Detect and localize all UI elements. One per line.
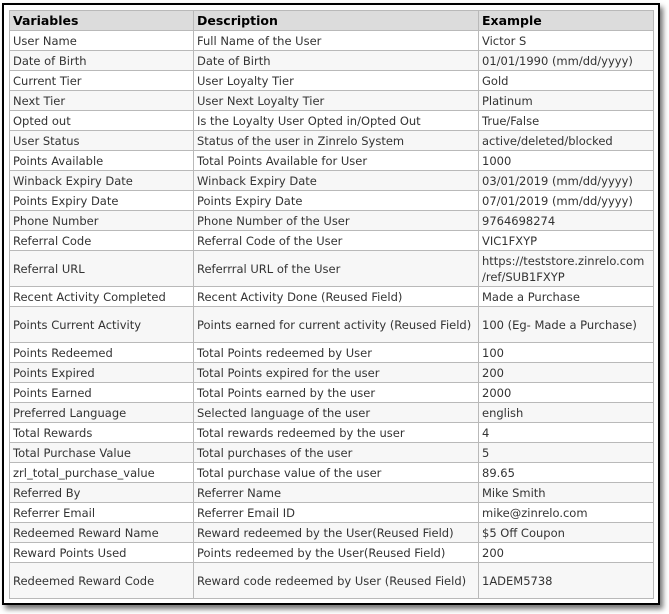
- variable-cell: Points Expired: [10, 363, 194, 383]
- table-row: [10, 211, 654, 231]
- example-cell: 5: [479, 443, 654, 463]
- example-cell: $5 Off Coupon: [479, 523, 654, 543]
- table-row: [10, 363, 654, 383]
- variable-cell: Points Current Activity: [10, 307, 194, 343]
- table-row: [10, 131, 654, 151]
- description-cell: Total purchases of the user: [194, 443, 479, 463]
- description-cell: Full Name of the User: [194, 31, 479, 51]
- variable-cell: Points Earned: [10, 383, 194, 403]
- example-cell: mike@zinrelo.com: [479, 503, 654, 523]
- table-row: [10, 403, 654, 423]
- header-example: Example: [479, 11, 654, 31]
- variable-cell: Opted out: [10, 111, 194, 131]
- variable-cell: User Name: [10, 31, 194, 51]
- table-row: [10, 423, 654, 443]
- description-cell: User Loyalty Tier: [194, 71, 479, 91]
- description-cell: Phone Number of the User: [194, 211, 479, 231]
- example-cell: Platinum: [479, 91, 654, 111]
- description-cell: Total rewards redeemed by the user: [194, 423, 479, 443]
- description-cell: Total Points earned by the user: [194, 383, 479, 403]
- variable-cell: Winback Expiry Date: [10, 171, 194, 191]
- description-cell: Referral Code of the User: [194, 231, 479, 251]
- table-row: [10, 563, 654, 599]
- url-part-2: /ref/SUB1FXYP: [482, 269, 565, 284]
- example-cell: Gold: [479, 71, 654, 91]
- example-cell: 2000: [479, 383, 654, 403]
- example-cell: Mike Smith: [479, 483, 654, 503]
- description-cell: Selected language of the user: [194, 403, 479, 423]
- variable-cell: Referrer Email: [10, 503, 194, 523]
- variable-cell: Preferred Language: [10, 403, 194, 423]
- table-row: [10, 91, 654, 111]
- description-cell: Date of Birth: [194, 51, 479, 71]
- variable-cell: Points Expiry Date: [10, 191, 194, 211]
- variable-cell: Points Redeemed: [10, 343, 194, 363]
- example-cell: 200: [479, 543, 654, 563]
- table-row: [10, 51, 654, 71]
- variable-cell: Redeemed Reward Name: [10, 523, 194, 543]
- variable-cell: Recent Activity Completed: [10, 287, 194, 307]
- table-row: [10, 383, 654, 403]
- example-cell: Made a Purchase: [479, 287, 654, 307]
- variable-cell: Points Available: [10, 151, 194, 171]
- table-row: [10, 71, 654, 91]
- description-cell: Is the Loyalty User Opted in/Opted Out: [194, 111, 479, 131]
- example-cell: 4: [479, 423, 654, 443]
- example-cell: 1000: [479, 151, 654, 171]
- example-cell: 100: [479, 343, 654, 363]
- table-row: [10, 543, 654, 563]
- variable-cell: Total Purchase Value: [10, 443, 194, 463]
- variable-cell: Reward Points Used: [10, 543, 194, 563]
- table-row: [10, 111, 654, 131]
- example-cell: 200: [479, 363, 654, 383]
- variable-cell: Next Tier: [10, 91, 194, 111]
- description-cell: Winback Expiry Date: [194, 171, 479, 191]
- table-row: [10, 483, 654, 503]
- description-cell: Reward redeemed by the User(Reused Field): [194, 523, 479, 543]
- description-cell: Points redeemed by the User(Reused Field): [194, 543, 479, 563]
- example-cell-url: [479, 251, 654, 287]
- description-cell: Total purchase value of the user: [194, 463, 479, 483]
- table-row: [10, 307, 654, 343]
- example-cell: 100 (Eg- Made a Purchase): [479, 307, 654, 343]
- description-cell: Total Points redeemed by User: [194, 343, 479, 363]
- table-row: [10, 287, 654, 307]
- example-cell: VIC1FXYP: [479, 231, 654, 251]
- variable-cell: Date of Birth: [10, 51, 194, 71]
- description-cell: Referrer Name: [194, 483, 479, 503]
- table-row: [10, 463, 654, 483]
- table-frame: [2, 3, 660, 605]
- table-row: [10, 343, 654, 363]
- description-cell: User Next Loyalty Tier: [194, 91, 479, 111]
- description-cell: Points earned for current activity (Reused Field): [194, 307, 479, 343]
- description-cell: Reward code redeemed by User (Reused Field): [194, 563, 479, 599]
- table-row: [10, 151, 654, 171]
- variable-cell: User Status: [10, 131, 194, 151]
- table-row: [10, 251, 654, 287]
- variables-table: [9, 10, 654, 599]
- variable-cell: Total Rewards: [10, 423, 194, 443]
- description-cell: Points Expiry Date: [194, 191, 479, 211]
- table-row: [10, 503, 654, 523]
- url-part-1: https://teststore.zinrelo.com: [482, 253, 645, 268]
- description-cell: Total Points Available for User: [194, 151, 479, 171]
- table-row: [10, 231, 654, 251]
- variable-cell: Referral Code: [10, 231, 194, 251]
- example-cell: active/deleted/blocked: [479, 131, 654, 151]
- example-cell: english: [479, 403, 654, 423]
- example-cell: 07/01/2019 (mm/dd/yyyy): [479, 191, 654, 211]
- description-cell: Referrer Email ID: [194, 503, 479, 523]
- description-cell: Total Points expired for the user: [194, 363, 479, 383]
- variable-cell: Referred By: [10, 483, 194, 503]
- header-description: Description: [194, 11, 479, 31]
- variable-cell: Redeemed Reward Code: [10, 563, 194, 599]
- table-row: [10, 191, 654, 211]
- table-row: [10, 443, 654, 463]
- variable-cell: zrl_total_purchase_value: [10, 463, 194, 483]
- example-cell: 9764698274: [479, 211, 654, 231]
- table-row: [10, 171, 654, 191]
- header-variables: Variables: [10, 11, 194, 31]
- example-cell: 03/01/2019 (mm/dd/yyyy): [479, 171, 654, 191]
- example-cell: 89.65: [479, 463, 654, 483]
- table-row: [10, 31, 654, 51]
- table-header-row: [10, 11, 654, 31]
- table-row: [10, 523, 654, 543]
- variable-cell: Referral URL: [10, 251, 194, 287]
- description-cell: Referrral URL of the User: [194, 251, 479, 287]
- example-cell: 01/01/1990 (mm/dd/yyyy): [479, 51, 654, 71]
- variable-cell: Phone Number: [10, 211, 194, 231]
- example-cell: 1ADEM5738: [479, 563, 654, 599]
- description-cell: Recent Activity Done (Reused Field): [194, 287, 479, 307]
- variable-cell: Current Tier: [10, 71, 194, 91]
- example-cell: True/False: [479, 111, 654, 131]
- description-cell: Status of the user in Zinrelo System: [194, 131, 479, 151]
- example-cell: Victor S: [479, 31, 654, 51]
